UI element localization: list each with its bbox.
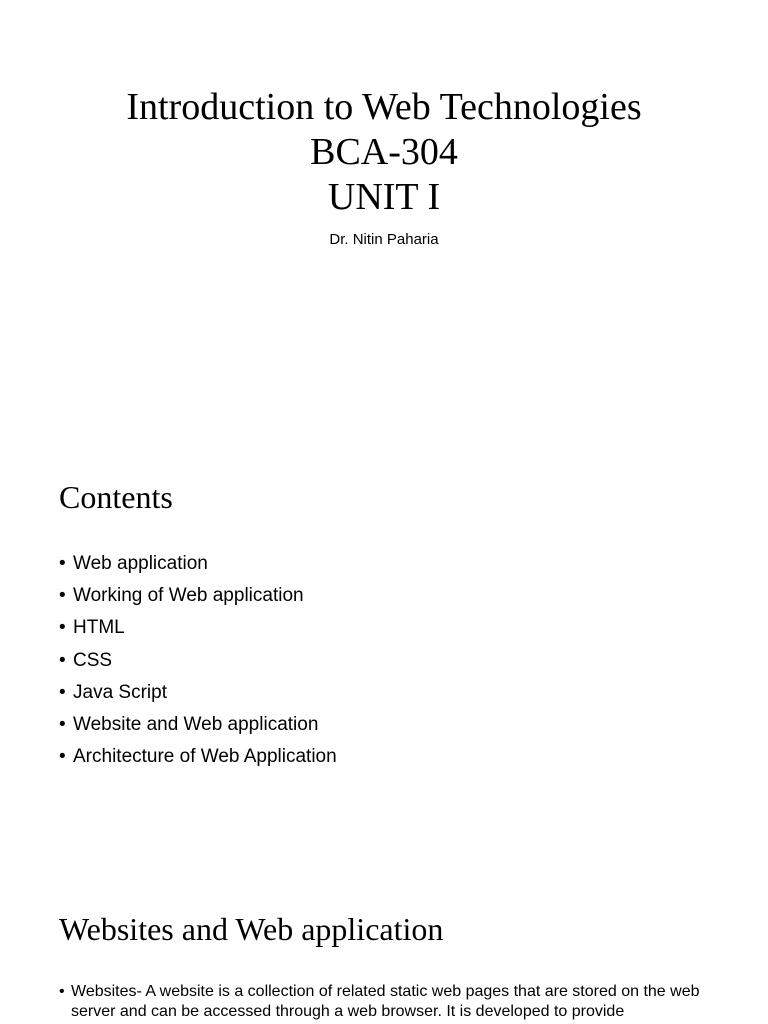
author-name: Dr. Nitin Paharia: [329, 231, 439, 248]
list-item-text: CSS: [73, 649, 113, 671]
bullet-icon: •: [59, 681, 66, 703]
list-item: [59, 741, 337, 773]
title-slide: [0, 0, 768, 432]
list-item: [59, 709, 337, 741]
bullet-icon: •: [59, 746, 66, 768]
slide-title: [0, 85, 768, 220]
list-item-text: Working of Web application: [73, 585, 304, 607]
list-item-text: Website and Web application: [73, 714, 319, 736]
bullet-icon: •: [59, 983, 65, 1000]
paragraph-text: Websites- A website is a collection of related static web pages that are stored on the web server and can be accessed through a web browser. It is developed to provide: [71, 983, 700, 1020]
websites-paragraph: [59, 982, 731, 1022]
bullet-icon: •: [59, 617, 66, 639]
bullet-icon: •: [59, 714, 66, 736]
list-item: [59, 580, 337, 612]
websites-slide: [0, 864, 768, 1024]
contents-slide: [0, 432, 768, 864]
list-item: [59, 548, 337, 580]
title-line-code: BCA-304: [310, 131, 458, 173]
bullet-icon: •: [59, 585, 66, 607]
list-item: [59, 612, 337, 644]
list-item-text: Java Script: [73, 681, 167, 703]
list-item-text: Architecture of Web Application: [73, 746, 337, 768]
title-line-unit: UNIT I: [327, 176, 441, 218]
contents-list: [59, 548, 337, 773]
list-item: [59, 645, 337, 677]
list-item-text: HTML: [73, 617, 125, 639]
list-item-text: Web application: [73, 553, 208, 574]
contents-heading: Contents: [59, 479, 173, 515]
bullet-icon: •: [59, 649, 66, 671]
websites-heading: Websites and Web application: [59, 911, 444, 947]
list-item: [59, 677, 337, 709]
bullet-icon: •: [59, 553, 66, 574]
title-line-course: Introduction to Web Technologies: [126, 86, 642, 128]
